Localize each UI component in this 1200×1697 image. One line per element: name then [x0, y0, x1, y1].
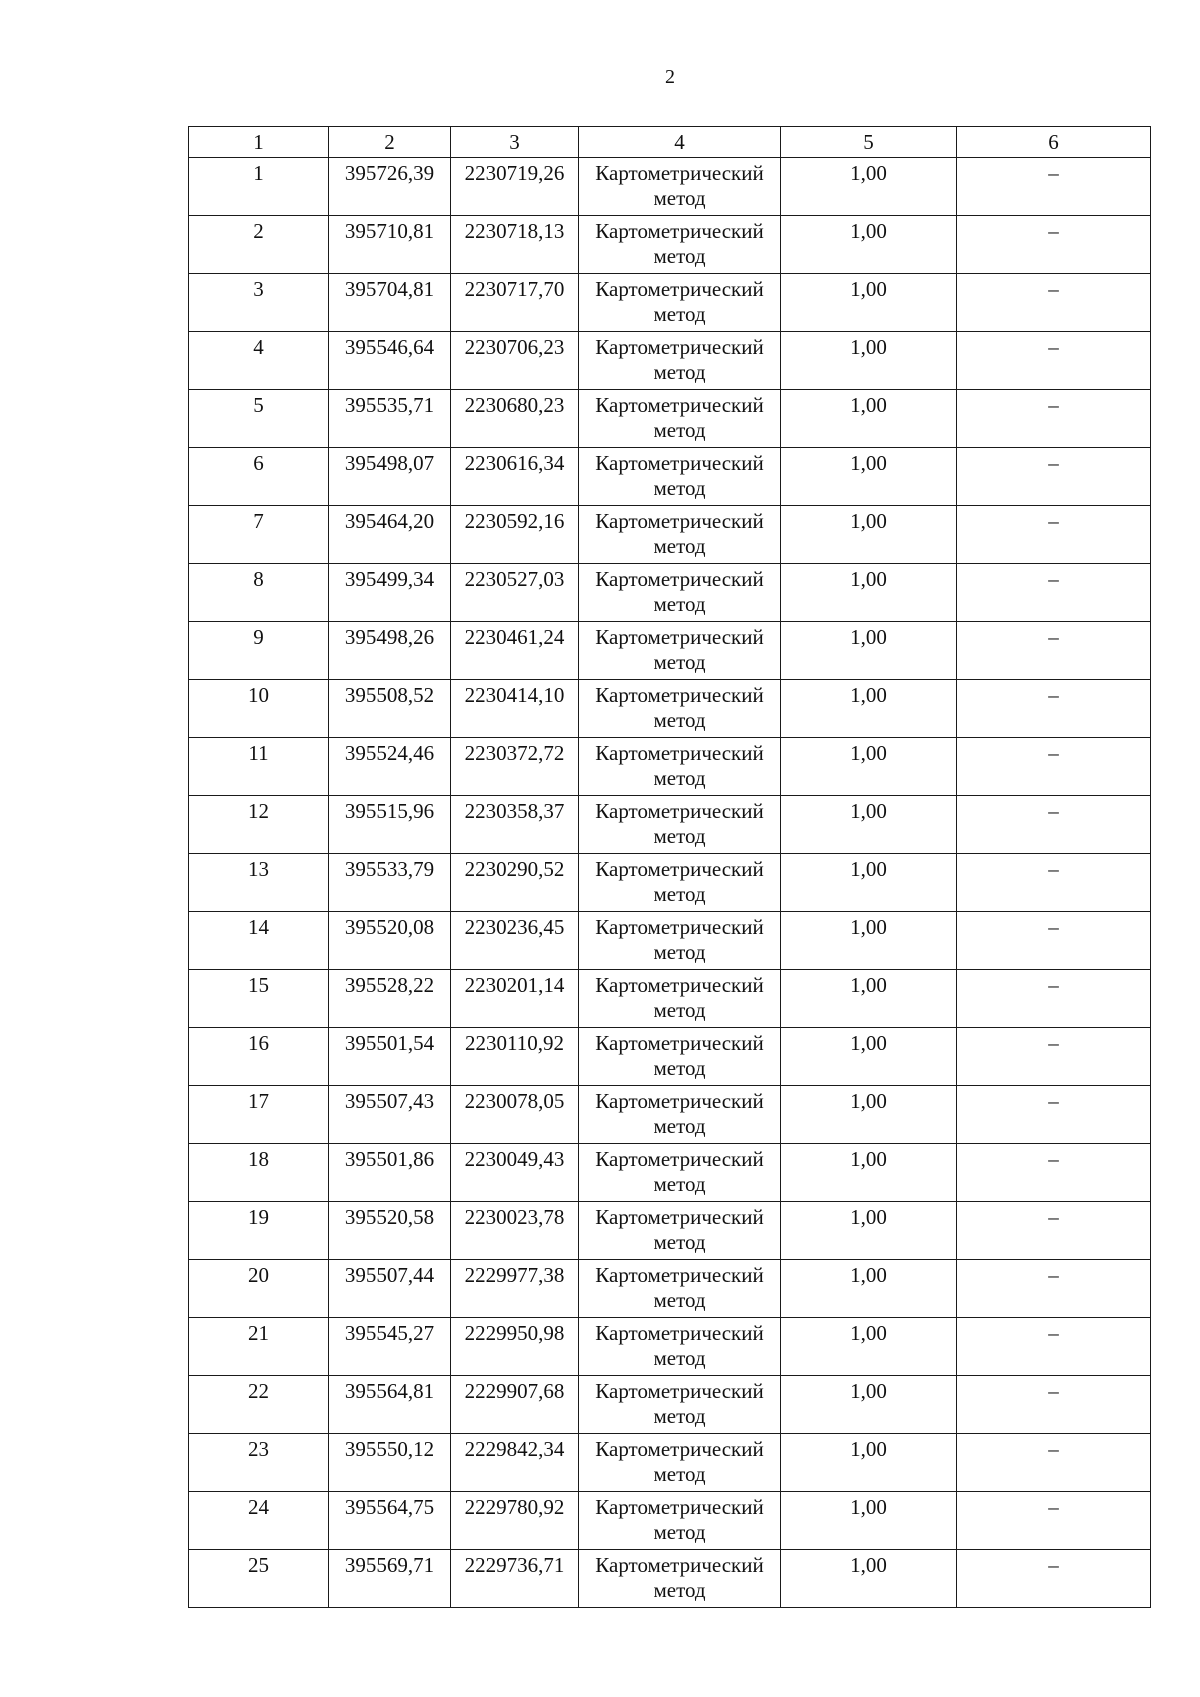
y-coordinate-cell: 2230078,05	[451, 1086, 579, 1144]
point-number-cell: 24	[189, 1492, 329, 1550]
method-cell	[579, 796, 781, 854]
method-cell	[579, 332, 781, 390]
method-line-2: метод	[653, 1404, 706, 1428]
note-cell: –	[957, 1202, 1151, 1260]
method-line-2: метод	[653, 1172, 706, 1196]
y-coordinate-cell: 2230023,78	[451, 1202, 579, 1260]
table-row	[189, 158, 1151, 216]
point-number-cell: 20	[189, 1260, 329, 1318]
method-cell	[579, 970, 781, 1028]
y-coordinate-cell: 2230706,23	[451, 332, 579, 390]
x-coordinate-cell: 395501,86	[329, 1144, 451, 1202]
y-coordinate-cell: 2230201,14	[451, 970, 579, 1028]
table-row	[189, 1260, 1151, 1318]
x-coordinate-cell: 395498,26	[329, 622, 451, 680]
x-coordinate-cell: 395704,81	[329, 274, 451, 332]
x-coordinate-cell: 395545,27	[329, 1318, 451, 1376]
method-cell	[579, 854, 781, 912]
method-line-1: Картометрический	[595, 451, 764, 475]
note-cell: –	[957, 1028, 1151, 1086]
note-cell: –	[957, 332, 1151, 390]
y-coordinate-cell: 2230717,70	[451, 274, 579, 332]
x-coordinate-cell: 395520,58	[329, 1202, 451, 1260]
table-row	[189, 1202, 1151, 1260]
method-line-1: Картометрический	[595, 1321, 764, 1345]
point-number-cell: 15	[189, 970, 329, 1028]
method-cell	[579, 1434, 781, 1492]
accuracy-cell: 1,00	[781, 216, 957, 274]
method-cell	[579, 564, 781, 622]
table-row	[189, 274, 1151, 332]
table-row	[189, 448, 1151, 506]
method-line-2: метод	[653, 476, 706, 500]
note-cell: –	[957, 912, 1151, 970]
x-coordinate-cell: 395508,52	[329, 680, 451, 738]
x-coordinate-cell: 395507,43	[329, 1086, 451, 1144]
accuracy-cell: 1,00	[781, 1492, 957, 1550]
method-line-1: Картометрический	[595, 393, 764, 417]
note-cell: –	[957, 506, 1151, 564]
table-row	[189, 1434, 1151, 1492]
method-line-2: метод	[653, 1578, 706, 1602]
note-cell: –	[957, 390, 1151, 448]
accuracy-cell: 1,00	[781, 1550, 957, 1608]
note-cell: –	[957, 1260, 1151, 1318]
y-coordinate-cell: 2230592,16	[451, 506, 579, 564]
x-coordinate-cell: 395564,81	[329, 1376, 451, 1434]
point-number-cell: 13	[189, 854, 329, 912]
method-line-1: Картометрический	[595, 1205, 764, 1229]
method-line-1: Картометрический	[595, 277, 764, 301]
table-row	[189, 332, 1151, 390]
table-row	[189, 390, 1151, 448]
accuracy-cell: 1,00	[781, 680, 957, 738]
note-cell: –	[957, 1376, 1151, 1434]
method-line-1: Картометрический	[595, 973, 764, 997]
x-coordinate-cell: 395710,81	[329, 216, 451, 274]
method-line-2: метод	[653, 824, 706, 848]
column-header: 4	[579, 127, 781, 158]
table-row	[189, 1318, 1151, 1376]
accuracy-cell: 1,00	[781, 506, 957, 564]
method-line-2: метод	[653, 1346, 706, 1370]
y-coordinate-cell: 2230461,24	[451, 622, 579, 680]
accuracy-cell: 1,00	[781, 274, 957, 332]
method-line-1: Картометрический	[595, 1437, 764, 1461]
y-coordinate-cell: 2230616,34	[451, 448, 579, 506]
method-cell	[579, 158, 781, 216]
method-line-1: Картометрический	[595, 335, 764, 359]
y-coordinate-cell: 2230110,92	[451, 1028, 579, 1086]
accuracy-cell: 1,00	[781, 738, 957, 796]
note-cell: –	[957, 1434, 1151, 1492]
method-line-1: Картометрический	[595, 857, 764, 881]
x-coordinate-cell: 395533,79	[329, 854, 451, 912]
table-body	[189, 158, 1151, 1608]
table-row	[189, 1144, 1151, 1202]
table-row	[189, 970, 1151, 1028]
table-row	[189, 912, 1151, 970]
method-line-1: Картометрический	[595, 1379, 764, 1403]
y-coordinate-cell: 2230718,13	[451, 216, 579, 274]
note-cell: –	[957, 1550, 1151, 1608]
accuracy-cell: 1,00	[781, 564, 957, 622]
point-number-cell: 12	[189, 796, 329, 854]
method-cell	[579, 1550, 781, 1608]
method-line-1: Картометрический	[595, 741, 764, 765]
method-line-2: метод	[653, 650, 706, 674]
x-coordinate-cell: 395564,75	[329, 1492, 451, 1550]
table-row	[189, 216, 1151, 274]
method-line-2: метод	[653, 1520, 706, 1544]
table-row	[189, 680, 1151, 738]
method-line-2: метод	[653, 1056, 706, 1080]
table-row	[189, 1550, 1151, 1608]
note-cell: –	[957, 564, 1151, 622]
method-cell	[579, 448, 781, 506]
method-line-1: Картометрический	[595, 1553, 764, 1577]
note-cell: –	[957, 448, 1151, 506]
method-line-2: метод	[653, 592, 706, 616]
x-coordinate-cell: 395499,34	[329, 564, 451, 622]
note-cell: –	[957, 796, 1151, 854]
method-line-2: метод	[653, 882, 706, 906]
accuracy-cell: 1,00	[781, 912, 957, 970]
y-coordinate-cell: 2230372,72	[451, 738, 579, 796]
y-coordinate-cell: 2230049,43	[451, 1144, 579, 1202]
accuracy-cell: 1,00	[781, 1202, 957, 1260]
column-header: 2	[329, 127, 451, 158]
method-line-1: Картометрический	[595, 219, 764, 243]
method-line-1: Картометрический	[595, 1089, 764, 1113]
method-line-1: Картометрический	[595, 567, 764, 591]
page-number: 2	[665, 66, 675, 88]
accuracy-cell: 1,00	[781, 796, 957, 854]
accuracy-cell: 1,00	[781, 1434, 957, 1492]
method-line-1: Картометрический	[595, 915, 764, 939]
method-cell	[579, 216, 781, 274]
column-header: 6	[957, 127, 1151, 158]
accuracy-cell: 1,00	[781, 1376, 957, 1434]
table-row	[189, 506, 1151, 564]
note-cell: –	[957, 854, 1151, 912]
method-cell	[579, 506, 781, 564]
column-header: 3	[451, 127, 579, 158]
y-coordinate-cell: 2230236,45	[451, 912, 579, 970]
accuracy-cell: 1,00	[781, 448, 957, 506]
accuracy-cell: 1,00	[781, 1260, 957, 1318]
method-line-2: метод	[653, 418, 706, 442]
y-coordinate-cell: 2230290,52	[451, 854, 579, 912]
point-number-cell: 21	[189, 1318, 329, 1376]
method-cell	[579, 274, 781, 332]
method-cell	[579, 1318, 781, 1376]
note-cell: –	[957, 970, 1151, 1028]
method-line-2: метод	[653, 1230, 706, 1254]
point-number-cell: 14	[189, 912, 329, 970]
method-cell	[579, 1028, 781, 1086]
note-cell: –	[957, 738, 1151, 796]
note-cell: –	[957, 274, 1151, 332]
method-cell	[579, 1492, 781, 1550]
method-cell	[579, 1086, 781, 1144]
x-coordinate-cell: 395550,12	[329, 1434, 451, 1492]
point-number-cell: 6	[189, 448, 329, 506]
method-line-2: метод	[653, 1462, 706, 1486]
column-header: 1	[189, 127, 329, 158]
method-line-2: метод	[653, 360, 706, 384]
x-coordinate-cell: 395501,54	[329, 1028, 451, 1086]
column-header: 5	[781, 127, 957, 158]
table-row	[189, 796, 1151, 854]
point-number-cell: 5	[189, 390, 329, 448]
y-coordinate-cell: 2230414,10	[451, 680, 579, 738]
coordinates-table	[188, 126, 1151, 1608]
x-coordinate-cell: 395528,22	[329, 970, 451, 1028]
y-coordinate-cell: 2229907,68	[451, 1376, 579, 1434]
method-line-1: Картометрический	[595, 1495, 764, 1519]
accuracy-cell: 1,00	[781, 390, 957, 448]
note-cell: –	[957, 158, 1151, 216]
point-number-cell: 18	[189, 1144, 329, 1202]
accuracy-cell: 1,00	[781, 622, 957, 680]
point-number-cell: 3	[189, 274, 329, 332]
note-cell: –	[957, 216, 1151, 274]
method-cell	[579, 1202, 781, 1260]
note-cell: –	[957, 680, 1151, 738]
x-coordinate-cell: 395524,46	[329, 738, 451, 796]
point-number-cell: 1	[189, 158, 329, 216]
method-cell	[579, 680, 781, 738]
point-number-cell: 10	[189, 680, 329, 738]
x-coordinate-cell: 395726,39	[329, 158, 451, 216]
accuracy-cell: 1,00	[781, 1028, 957, 1086]
table-row	[189, 854, 1151, 912]
accuracy-cell: 1,00	[781, 854, 957, 912]
method-cell	[579, 622, 781, 680]
accuracy-cell: 1,00	[781, 1144, 957, 1202]
method-line-1: Картометрический	[595, 1031, 764, 1055]
method-line-2: метод	[653, 766, 706, 790]
y-coordinate-cell: 2229780,92	[451, 1492, 579, 1550]
point-number-cell: 19	[189, 1202, 329, 1260]
table-row	[189, 622, 1151, 680]
method-line-2: метод	[653, 302, 706, 326]
x-coordinate-cell: 395569,71	[329, 1550, 451, 1608]
x-coordinate-cell: 395498,07	[329, 448, 451, 506]
x-coordinate-cell: 395515,96	[329, 796, 451, 854]
method-line-2: метод	[653, 244, 706, 268]
note-cell: –	[957, 1492, 1151, 1550]
accuracy-cell: 1,00	[781, 158, 957, 216]
x-coordinate-cell: 395464,20	[329, 506, 451, 564]
table-row	[189, 1492, 1151, 1550]
accuracy-cell: 1,00	[781, 332, 957, 390]
x-coordinate-cell: 395535,71	[329, 390, 451, 448]
point-number-cell: 2	[189, 216, 329, 274]
method-line-2: метод	[653, 186, 706, 210]
accuracy-cell: 1,00	[781, 1318, 957, 1376]
y-coordinate-cell: 2230527,03	[451, 564, 579, 622]
point-number-cell: 11	[189, 738, 329, 796]
method-line-1: Картометрический	[595, 509, 764, 533]
point-number-cell: 4	[189, 332, 329, 390]
point-number-cell: 23	[189, 1434, 329, 1492]
method-line-2: метод	[653, 708, 706, 732]
method-cell	[579, 1260, 781, 1318]
table-row	[189, 1028, 1151, 1086]
method-line-1: Картометрический	[595, 1263, 764, 1287]
method-cell	[579, 1376, 781, 1434]
method-cell	[579, 738, 781, 796]
x-coordinate-cell: 395546,64	[329, 332, 451, 390]
y-coordinate-cell: 2229977,38	[451, 1260, 579, 1318]
method-line-2: метод	[653, 1288, 706, 1312]
point-number-cell: 17	[189, 1086, 329, 1144]
method-line-2: метод	[653, 998, 706, 1022]
table-row	[189, 1376, 1151, 1434]
accuracy-cell: 1,00	[781, 1086, 957, 1144]
y-coordinate-cell: 2230358,37	[451, 796, 579, 854]
table-row	[189, 738, 1151, 796]
method-line-1: Картометрический	[595, 1147, 764, 1171]
method-cell	[579, 1144, 781, 1202]
method-line-1: Картометрический	[595, 161, 764, 185]
method-line-1: Картометрический	[595, 625, 764, 649]
y-coordinate-cell: 2229842,34	[451, 1434, 579, 1492]
x-coordinate-cell: 395520,08	[329, 912, 451, 970]
point-number-cell: 16	[189, 1028, 329, 1086]
method-cell	[579, 912, 781, 970]
point-number-cell: 8	[189, 564, 329, 622]
y-coordinate-cell: 2230680,23	[451, 390, 579, 448]
table-header-row	[189, 127, 1151, 158]
x-coordinate-cell: 395507,44	[329, 1260, 451, 1318]
y-coordinate-cell: 2229950,98	[451, 1318, 579, 1376]
table-row	[189, 1086, 1151, 1144]
table-row	[189, 564, 1151, 622]
method-line-1: Картометрический	[595, 799, 764, 823]
accuracy-cell: 1,00	[781, 970, 957, 1028]
method-line-2: метод	[653, 534, 706, 558]
note-cell: –	[957, 1318, 1151, 1376]
note-cell: –	[957, 1086, 1151, 1144]
point-number-cell: 7	[189, 506, 329, 564]
note-cell: –	[957, 1144, 1151, 1202]
note-cell: –	[957, 622, 1151, 680]
point-number-cell: 9	[189, 622, 329, 680]
y-coordinate-cell: 2229736,71	[451, 1550, 579, 1608]
point-number-cell: 25	[189, 1550, 329, 1608]
point-number-cell: 22	[189, 1376, 329, 1434]
method-cell	[579, 390, 781, 448]
method-line-2: метод	[653, 940, 706, 964]
method-line-2: метод	[653, 1114, 706, 1138]
method-line-1: Картометрический	[595, 683, 764, 707]
y-coordinate-cell: 2230719,26	[451, 158, 579, 216]
